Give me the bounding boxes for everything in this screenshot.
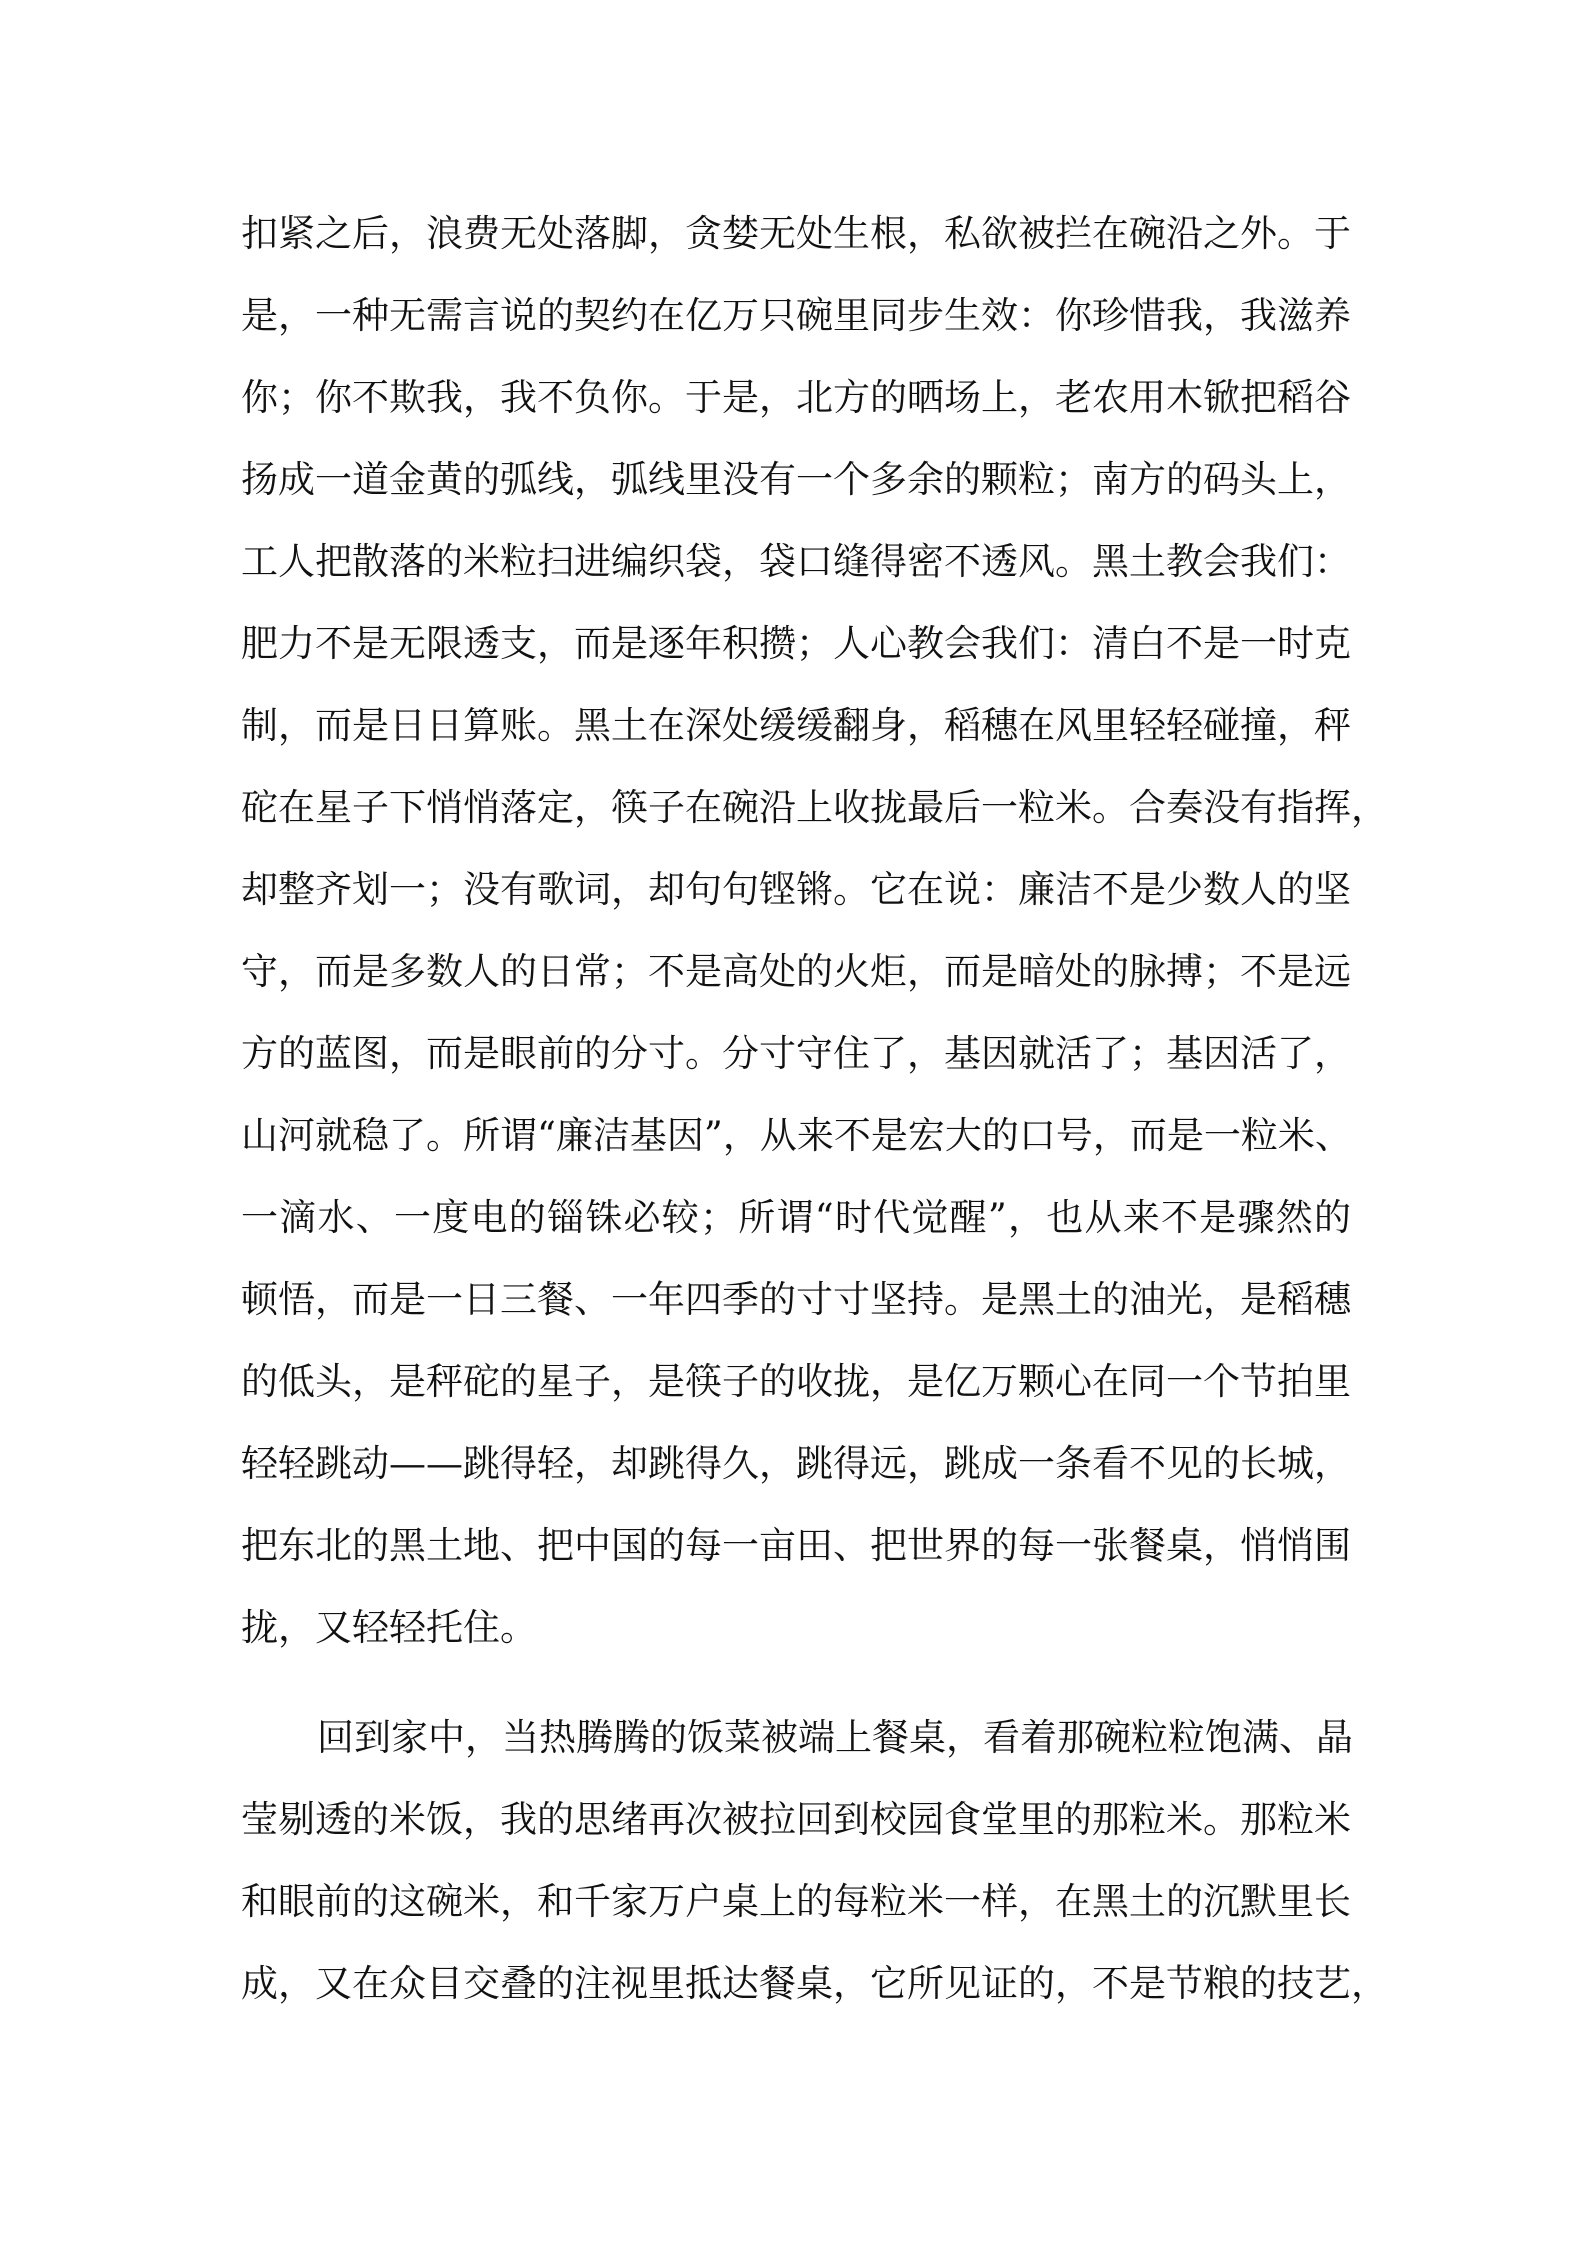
- text-line: 轻轻跳动——跳得轻，却跳得久，跳得远，跳成一条看不见的长城，: [241, 1442, 1351, 1485]
- text-line: 和眼前的这碗米，和千家万户桌上的每粒米一样，在黑土的沉默里长: [241, 1880, 1351, 1923]
- text-line: 莹剔透的米饭，我的思绪再次被拉回到校园食堂里的那粒米。那粒米: [241, 1798, 1351, 1841]
- text-line: 制，而是日日算账。黑土在深处缓缓翻身，稻穗在风里轻轻碰撞，秤: [241, 704, 1351, 747]
- text-line: 肥力不是无限透支，而是逐年积攒；人心教会我们：清白不是一时克: [241, 622, 1351, 665]
- text-line: 砣在星子下悄悄落定，筷子在碗沿上收拢最后一粒米。合奏没有指挥，: [241, 786, 1388, 829]
- text-line: 把东北的黑土地、把中国的每一亩田、把世界的每一张餐桌，悄悄围: [241, 1524, 1351, 1567]
- text-line: 却整齐划一；没有歌词，却句句铿锵。它在说：廉洁不是少数人的坚: [241, 868, 1351, 911]
- text-line: 扣紧之后，浪费无处落脚，贪婪无处生根，私欲被拦在碗沿之外。于: [241, 212, 1351, 255]
- text-line: 是，一种无需言说的契约在亿万只碗里同步生效：你珍惜我，我滋养: [241, 294, 1351, 337]
- text-line: 拢，又轻轻托住。: [241, 1606, 537, 1649]
- text-line: 扬成一道金黄的弧线，弧线里没有一个多余的颗粒；南方的码头上，: [241, 458, 1351, 501]
- paragraph-2: [241, 1697, 1388, 2025]
- paragraph-1: [241, 193, 1388, 1669]
- text-line: 顿悟，而是一日三餐、一年四季的寸寸坚持。是黑土的油光，是稻穗: [241, 1278, 1351, 1321]
- text-line: 你；你不欺我，我不负你。于是，北方的晒场上，老农用木锨把稻谷: [241, 376, 1351, 419]
- text-line: 成，又在众目交叠的注视里抵达餐桌，它所见证的，不是节粮的技艺，: [241, 1962, 1388, 2005]
- text-line: 山河就稳了。所谓“廉洁基因”，从来不是宏大的口号，而是一粒米、: [241, 1114, 1352, 1157]
- text-line: 工人把散落的米粒扫进编织袋，袋口缝得密不透风。黑土教会我们：: [241, 540, 1351, 583]
- text-line: 方的蓝图，而是眼前的分寸。分寸守住了，基因就活了；基因活了，: [241, 1032, 1351, 1075]
- text-line: 守，而是多数人的日常；不是高处的火炬，而是暗处的脉搏；不是远: [241, 950, 1351, 993]
- text-line: 回到家中，当热腾腾的饭菜被端上餐桌，看着那碗粒粒饱满、晶: [317, 1716, 1353, 1759]
- text-line: 一滴水、一度电的锱铢必较；所谓“时代觉醒”，也从来不是骤然的: [241, 1196, 1351, 1239]
- text-line: 的低头，是秤砣的星子，是筷子的收拢，是亿万颗心在同一个节拍里: [241, 1360, 1351, 1403]
